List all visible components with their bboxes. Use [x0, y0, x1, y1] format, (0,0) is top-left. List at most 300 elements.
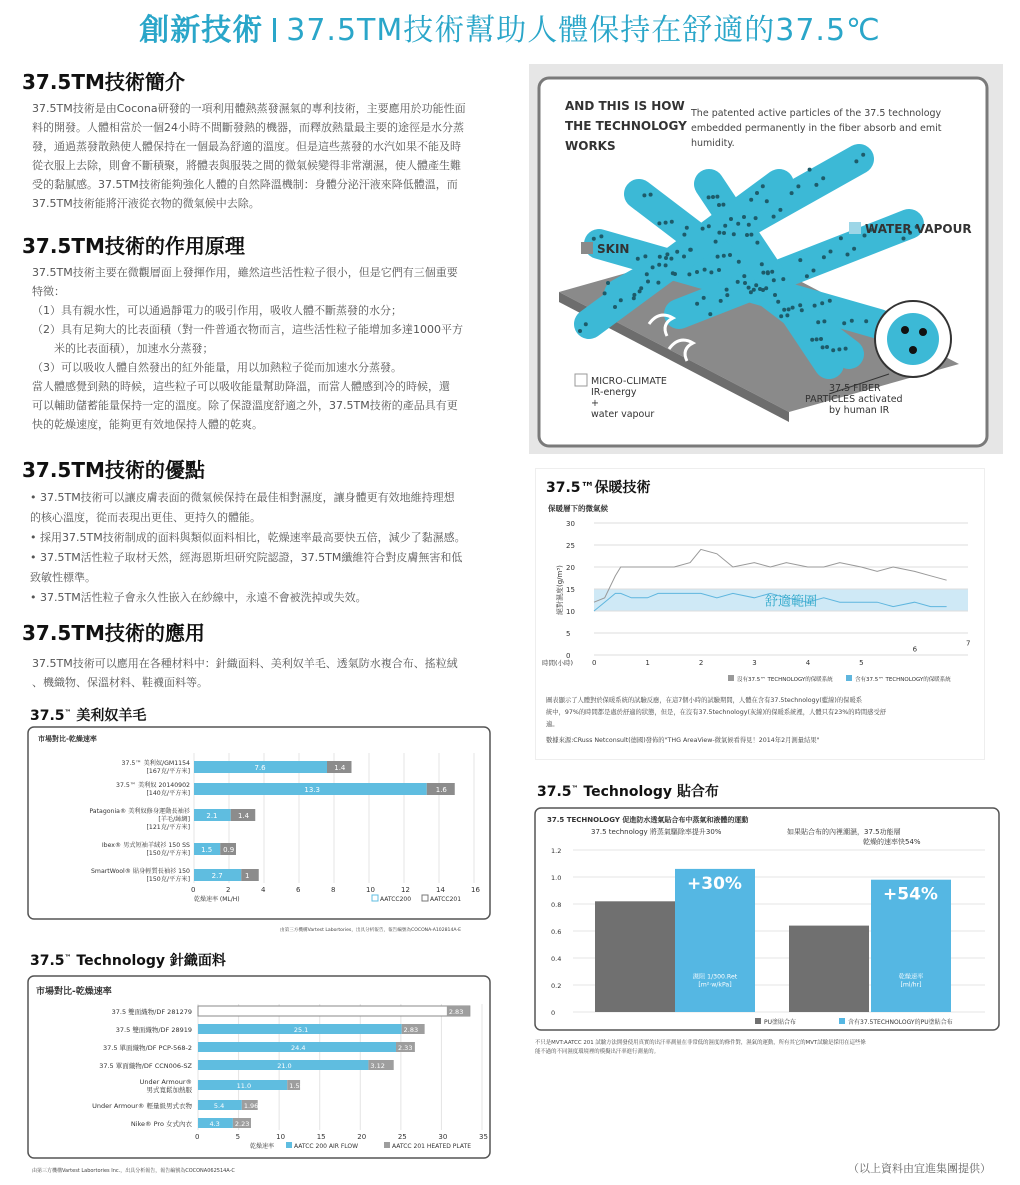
principle-line: 米的比表面積），加速水分蒸發； — [54, 342, 214, 355]
legend-swatch — [846, 675, 852, 681]
particle-dot — [839, 236, 843, 240]
particle-dot — [719, 299, 723, 303]
bar-value-label: 7.6 — [254, 764, 266, 772]
particle-dot — [645, 272, 649, 276]
water-vapour-swatch — [849, 222, 861, 234]
x-tick-label: 4 — [805, 659, 811, 667]
particle-dot — [675, 250, 679, 254]
particle-dot — [810, 338, 814, 342]
bar-value-label: 11.0 — [236, 1082, 252, 1090]
comfort-range-label: 舒適範圍 — [764, 594, 817, 610]
particle-dot — [752, 288, 756, 292]
particle-dot — [844, 347, 848, 351]
particle-dot — [711, 195, 715, 199]
x-tick-label: 35 — [479, 1133, 488, 1141]
particle-dot — [721, 203, 725, 207]
particle-dot — [737, 260, 741, 264]
particle-dot — [717, 231, 721, 235]
x-tick-label: 14 — [436, 886, 445, 894]
y-tick-label: 0 — [566, 652, 571, 660]
particle-dot — [772, 215, 776, 219]
skin-label: SKIN — [597, 242, 630, 256]
bar-heated-plate-outline — [198, 1006, 470, 1016]
particle-dot — [606, 281, 610, 285]
section-application-text — [32, 654, 458, 692]
section-title-principle: 37.5TM技術的作用原理 — [22, 234, 245, 258]
bar-value-label: 1.4 — [238, 812, 250, 820]
legend-label: PU塗貼合布 — [764, 1019, 797, 1026]
particle-dot — [707, 224, 711, 228]
particle-dot — [708, 312, 712, 316]
particle-dot — [685, 226, 689, 230]
improvement-label: +30% — [687, 873, 742, 894]
legend-label: 沒有37.5™ TECHNOLOGY的保暖系統 — [737, 677, 833, 683]
particle-dot — [665, 252, 669, 256]
particle-dot — [747, 223, 751, 227]
particle-dot — [599, 234, 603, 238]
y-tick-label: 0.8 — [551, 901, 562, 909]
merino-chart-subtitle: 市場對比-乾燥速率 — [38, 735, 97, 743]
particle-dot — [714, 240, 718, 244]
x-tick-label: 20 — [357, 1133, 367, 1141]
water-vapour-label: WATER VAPOUR — [865, 222, 972, 236]
particle-dot — [632, 293, 636, 297]
micro-climate-label: water vapour — [591, 409, 655, 420]
particle-dot — [760, 262, 764, 266]
particle-dot — [791, 306, 795, 310]
legend-label: AATCC 201 HEATED PLATE — [392, 1143, 471, 1150]
micro-climate-label: MICRO-CLIMATE — [591, 376, 667, 387]
category-label: [121克/平方米] — [146, 824, 190, 831]
particle-dot — [701, 227, 705, 231]
particle-dot — [695, 302, 699, 306]
particle-dot — [749, 233, 753, 237]
y-tick-label: 0 — [551, 1009, 556, 1017]
knit-title-number: 37.5 — [30, 953, 65, 969]
category-label: [150克/平方米] — [146, 850, 190, 857]
particle-dot — [902, 237, 906, 241]
particle-dot — [722, 254, 726, 258]
particle-dot — [755, 241, 759, 245]
micro-climate-label: + — [591, 398, 599, 409]
knit-panel — [22, 950, 495, 1180]
merino-panel — [22, 705, 495, 935]
bar-value-label: 1 — [245, 872, 250, 880]
banner-right: 37.5TM技術幫助人體保持在舒適的37.5℃ — [286, 13, 881, 48]
laminate-title-number: 37.5 — [537, 784, 572, 800]
y-tick-label: 0.4 — [551, 955, 562, 963]
warmth-note-line: 圖表顯示了人體對於保暖系統的試驗反應，在這7個小時的試驗期間，人體在含有37.5technology(藍線)的保暖系 — [546, 697, 863, 704]
particle-dot — [747, 286, 751, 290]
particle-dot — [664, 263, 668, 267]
diagram-description: embedded permanently in the fiber absorb and emit — [691, 123, 942, 134]
y-tick-label: 10 — [566, 608, 575, 616]
humidity-line-chart — [536, 499, 986, 695]
merino-title-text: 美利奴羊毛 — [76, 708, 147, 724]
principle-line: 可以輔助儲蓄能量保持一定的溫度。除了保證溫度舒適之外，37.5TM技術的產品具有更 — [32, 399, 458, 412]
y-tick-label: 30 — [566, 520, 575, 528]
particle-dot — [761, 288, 765, 292]
particle-dot — [831, 348, 835, 352]
warmth-data-source: 數據來源:CRuss Netconsult(德國)發佈的"THG AreaView-微氣候看得見！2014年2月測量結果" — [546, 737, 820, 744]
advantage-line: 的核心溫度，從而表現出更佳、更持久的體能。 — [30, 511, 261, 524]
particle-dot — [584, 322, 588, 326]
laminate-note-right: 如果貼合布的內裡潮濕，37.5功能層 — [787, 828, 901, 836]
category-label: Ibex® 男式短袖羊絨衫 150 SS — [101, 842, 190, 849]
particle-dot — [776, 300, 780, 304]
laminate-panel — [533, 778, 1003, 1068]
fiber-zoom-cross-section — [887, 313, 939, 365]
legend-label: AATCC201 — [430, 896, 462, 903]
particle-dot — [814, 183, 818, 187]
advantage-line: • 採用37.5TM技術制成的面料與類似面料相比，乾燥速率最高要快五倍，減少了黏濕感。 — [30, 531, 466, 544]
bar-pu-laminate — [789, 926, 869, 1012]
particle-dot — [592, 237, 596, 241]
section-advantages-text — [30, 488, 466, 608]
particle-dot — [822, 255, 826, 259]
particle-dot — [821, 176, 825, 180]
intro-line: 37.5TM技術能將汗液從衣物的微氣候中去除。 — [32, 197, 260, 210]
principle-line: （3）可以吸收人體自然發出的紅外能量，用以加熱粒子從而加速水分蒸發。 — [32, 361, 402, 374]
section-intro-text — [32, 99, 466, 213]
bar-aatcc201 — [241, 869, 259, 881]
category-label: Nike® Pro 女式內衣 — [130, 1120, 192, 1128]
bar-value-label: 1.5 — [201, 846, 213, 854]
intro-line: 從衣服上去除，則會不斷積聚，將體表與服裝之間的微氣候變得非常潮濕，使人體產生難 — [32, 159, 461, 172]
particle-dot — [717, 203, 721, 207]
fiber-label: 37.5 FIBER — [829, 383, 881, 394]
bar-value-label: 1.4 — [334, 764, 346, 772]
particle-dot — [687, 272, 691, 276]
category-label: 37.5 雙面織物/DF 281279 — [111, 1008, 192, 1016]
diagram-heading: WORKS — [565, 139, 616, 153]
group-label: 濕阻 1/300.Ret — [692, 973, 738, 981]
particle-dot — [619, 298, 623, 302]
particle-dot — [613, 305, 617, 309]
particle-dot — [749, 198, 753, 202]
particle-dot — [745, 233, 749, 237]
y-tick-label: 15 — [566, 586, 575, 594]
merino-panel-title: 37.5™ 美利奴羊毛 — [30, 708, 147, 724]
particle-dot — [673, 272, 677, 276]
particle-dot — [689, 248, 693, 252]
advantage-line: • 37.5TM活性粒子會永久性嵌入在紗線中，永遠不會被洗掉或失效。 — [30, 591, 367, 604]
principle-line: 快的乾燥速度，能夠更有效地保持人體的乾爽。 — [32, 418, 263, 431]
particle-dot — [636, 257, 640, 261]
laminate-note: 不只是MVT:AATCC 201 試驗方法開發使用真實的出汗率測量在非常低的濕度的條件對，濕氣的運動，所有其它的MVT試驗是採用在這些條 — [535, 1040, 866, 1046]
section-principle-text — [32, 263, 463, 434]
particle-dot — [639, 286, 643, 290]
particle-dot — [761, 271, 765, 275]
y-tick-label: 5 — [566, 630, 571, 638]
y-tick-label: 20 — [566, 564, 575, 572]
category-label: 37.5™ 美利奴/GM1154 — [121, 760, 190, 767]
particle-dot — [716, 255, 720, 259]
bar-value-label: 25.1 — [293, 1026, 309, 1034]
group-label: [ml/hr] — [900, 981, 922, 989]
particle-dot — [808, 168, 812, 172]
intro-line: 受的黏膩感。37.5TM技術能夠強化人體的自然降溫機制：身體分泌汗液來降低體溫，而 — [32, 178, 458, 191]
particle-dot — [755, 191, 759, 195]
particle-dot — [815, 337, 819, 341]
legend-label: 含有37.5TECHNOLOGY的PU塗貼合布 — [848, 1019, 953, 1026]
merino-title-number: 37.5 — [30, 708, 65, 724]
particle-dot — [761, 184, 765, 188]
particle-dot — [781, 277, 785, 281]
legend-swatch-air-flow — [286, 1142, 292, 1148]
merino-chart-frame — [28, 727, 490, 919]
knit-title-text: Technology 針織面料 — [76, 953, 226, 969]
x-tick-label: 0 — [191, 886, 196, 894]
particle-dot — [773, 293, 777, 297]
legend-swatch-375 — [839, 1018, 845, 1024]
warmth-chart-subtitle: 保暖層下的微氣候 — [548, 504, 608, 513]
intro-line: 料的開發。人體相當於一個24小時不間斷發熱的機器，而釋放熱量最主要的途徑是水分蒸 — [32, 121, 464, 134]
knit-panel-title: 37.5™ Technology 針織面料 — [30, 953, 226, 969]
section-title-intro: 37.5TM技術簡介 — [22, 70, 185, 94]
particle-dot — [742, 274, 746, 278]
x-axis-label: 乾燥速率 — [250, 1143, 275, 1150]
zoom-particle — [909, 346, 917, 354]
group-label: 乾燥速率 — [898, 973, 924, 981]
particle-dot — [657, 221, 661, 225]
particle-dot — [651, 265, 655, 269]
particle-dot — [770, 270, 774, 274]
credit-text: （以上資料由宜進集團提供） — [848, 1162, 991, 1175]
y-tick-label: 0.2 — [551, 982, 562, 990]
x-tick-label: 3 — [752, 659, 757, 667]
particle-dot — [578, 329, 582, 333]
particle-dot — [682, 233, 686, 237]
particle-dot — [796, 184, 800, 188]
y-axis-label: 絕對濕度(g/m³) — [556, 565, 564, 615]
particle-dot — [722, 231, 726, 235]
category-label: 37.5™ 美利奴 20140902 — [116, 782, 190, 789]
x-tick-label: 10 — [276, 1133, 286, 1141]
x-tick-label: 15 — [316, 1133, 326, 1141]
category-label: Patagonia® 美利奴修身運動長袖衫 — [89, 808, 190, 815]
laminate-chart-subtitle: 37.5 TECHNOLOGY 促進防水透氣貼合布中蒸氣和液體的運動 — [547, 816, 749, 824]
particle-dot — [603, 291, 607, 295]
laminate-bar-chart — [533, 806, 1003, 1068]
bar-value-label: 5.4 — [213, 1102, 225, 1110]
technology-diagram — [529, 64, 1003, 454]
particle-dot — [800, 308, 804, 312]
x-tick-label: 5 — [235, 1133, 241, 1141]
principle-line: 37.5TM技術主要在微觀層面上發揮作用，雖然這些活性粒子很小，但是它們有三個重要 — [32, 266, 458, 279]
legend-label: AATCC200 — [380, 896, 412, 903]
x-tick-label: 0 — [592, 659, 597, 667]
x-tick-label: 25 — [397, 1133, 407, 1141]
laminate-note: 能不過的不同濕度環境裡的模擬出汗率進行測量的。 — [535, 1049, 659, 1055]
category-label: Under Armour® 輕量級男式衣物 — [92, 1102, 192, 1110]
legend-swatch-pu — [755, 1018, 761, 1024]
particle-dot — [854, 159, 858, 163]
x-tick-label: 1 — [645, 659, 650, 667]
merino-footer: 由第三方機構Vartest Labortories，出具分析報告，報告編號為COCONA-A102814A-E — [280, 928, 462, 933]
bar-value-label: 2.83 — [403, 1026, 419, 1034]
micro-climate-swatch — [575, 374, 587, 386]
bar-value-label: 2.23 — [234, 1120, 250, 1128]
banner-left: 創新技術 — [139, 13, 264, 48]
legend-label: 含有37.5™ TECHNOLOGY的保暖系統 — [855, 677, 951, 683]
knit-footer: 由第三方機構Vartest Labortories Inc.，出具分析報告，報告編號為COCONA062514A-C — [32, 1168, 235, 1174]
warmth-note-line: 適。 — [546, 721, 559, 728]
particle-dot — [729, 217, 733, 221]
x-tick-label: 2 — [226, 886, 231, 894]
y-tick-label: 0.6 — [551, 928, 562, 936]
particle-dot — [695, 270, 699, 274]
particle-dot — [703, 268, 707, 272]
legend-label: AATCC 200 AIR FLOW — [294, 1143, 359, 1150]
y-tick-label: 25 — [566, 542, 575, 550]
diagram-heading: AND THIS IS HOW — [565, 99, 685, 113]
particle-dot — [649, 193, 653, 197]
y-tick-label: 1.0 — [551, 874, 562, 882]
particle-dot — [656, 281, 660, 285]
laminate-note-right: 乾燥的速率快54% — [863, 838, 921, 846]
x-tick-label: 8 — [331, 886, 336, 894]
particle-dot — [702, 296, 706, 300]
particle-dot — [819, 337, 823, 341]
x-tick-label: 16 — [471, 886, 480, 894]
y-tick-label: 1.2 — [551, 847, 562, 855]
knit-bar-chart — [22, 972, 495, 1180]
legend-swatch-heated-plate — [384, 1142, 390, 1148]
x-tick-label: 7 — [966, 639, 971, 648]
particle-dot — [820, 301, 824, 305]
particle-dot — [765, 199, 769, 203]
particle-dot — [816, 320, 820, 324]
particle-dot — [682, 255, 686, 259]
principle-line: （1）具有親水性，可以通過靜電力的吸引作用，吸收人體不斷蒸發的水分； — [32, 304, 402, 317]
warmth-chart-panel — [535, 468, 985, 760]
principle-line: （2）具有足夠大的比表面積（對一件普通衣物而言，這些活性粒子能增加多達1000平方 — [32, 323, 463, 336]
particle-dot — [842, 321, 846, 325]
particle-dot — [787, 307, 791, 311]
x-tick-label: 10 — [366, 886, 375, 894]
particle-dot — [658, 255, 662, 259]
laminate-note-left: 37.5 technology 將蒸氣驅除率提升30% — [591, 828, 722, 836]
laminate-title-text: Technology 貼合布 — [583, 784, 719, 800]
bar-value-label: 13.3 — [304, 786, 320, 794]
bar-value-label: 0.9 — [223, 846, 235, 854]
particle-dot — [642, 193, 646, 197]
particle-dot — [732, 232, 736, 236]
diagram-description: The patented active particles of the 37.5 technology — [691, 108, 942, 119]
particle-dot — [852, 247, 856, 251]
particle-dot — [782, 308, 786, 312]
fiber-label: by human IR — [829, 405, 890, 416]
particle-dot — [821, 345, 825, 349]
intro-line: 37.5TM技術是由Cocona研發的一項利用體熱蒸發濕氣的專利技術，主要應用於功能性面 — [32, 102, 466, 115]
bar-value-label: 4.3 — [209, 1120, 220, 1128]
diagram-description: humidity. — [691, 138, 735, 149]
laminate-panel-title: 37.5™ Technology 貼合布 — [537, 784, 719, 800]
particle-dot — [829, 250, 833, 254]
bar-value-label: 21.0 — [277, 1062, 292, 1070]
particle-dot — [664, 221, 668, 225]
particle-dot — [861, 153, 865, 157]
bar-value-label: 1.58 — [289, 1082, 304, 1090]
x-axis-label: 乾燥速率 (ML/H) — [194, 896, 240, 903]
particle-dot — [812, 269, 816, 273]
technology-diagram-panel — [529, 64, 1003, 454]
particle-dot — [798, 303, 802, 307]
particle-dot — [728, 253, 732, 257]
x-tick-label: 30 — [438, 1133, 448, 1141]
particle-dot — [825, 345, 829, 349]
particle-dot — [846, 253, 850, 257]
particle-dot — [742, 215, 746, 219]
micro-climate-label: IR-energy — [591, 387, 637, 398]
advantage-line: • 37.5TM技術可以讓皮膚表面的微氣候保持在最佳相對濕度，讓身體更有效地維持理想 — [30, 491, 455, 504]
particle-dot — [643, 254, 647, 258]
knit-chart-subtitle: 市場對比-乾燥速率 — [36, 987, 112, 997]
particle-dot — [736, 280, 740, 284]
category-label: 37.5 雙面織物/DF 28919 — [115, 1026, 192, 1034]
group-label: [m²·w/kPa] — [698, 981, 732, 989]
principle-line: 特徵： — [32, 285, 65, 298]
particle-dot — [754, 283, 758, 287]
zoom-particle — [901, 326, 909, 334]
particle-dot — [709, 270, 713, 274]
particle-dot — [725, 293, 729, 297]
x-tick-label: 0 — [195, 1133, 200, 1141]
particle-dot — [778, 208, 782, 212]
category-label: 37.5 單面織物/DF CCN006-SZ — [99, 1062, 192, 1070]
section-title-advantages: 37.5TM技術的優點 — [22, 458, 205, 482]
bar-pu-laminate — [595, 901, 675, 1012]
category-label: SmartWool® 貼身輕質長袖衫 150 — [90, 868, 190, 875]
x-tick-label: 4 — [261, 886, 266, 894]
category-label: [羊毛/絲綢] — [158, 816, 190, 823]
warmth-chart-note — [546, 695, 886, 747]
zoom-particle — [919, 328, 927, 336]
diagram-heading: THE TECHNOLOGY — [565, 119, 687, 133]
bar-value-label: 2.83 — [448, 1008, 464, 1016]
x-tick-label: 6 — [296, 886, 301, 894]
merino-bar-chart — [22, 725, 495, 935]
bar-value-label: 24.4 — [290, 1044, 306, 1052]
particle-dot — [798, 258, 802, 262]
particle-dot — [664, 256, 668, 260]
category-label: [167克/平方米] — [146, 768, 190, 775]
particle-dot — [785, 313, 789, 317]
advantage-line: • 37.5TM活性粒子取材天然，經海恩斯坦研究院認證，37.5TM纖維符合對皮膚無害和低 — [30, 551, 463, 564]
application-line: 、機織物、保溫材料、鞋襪面料等。 — [32, 676, 208, 689]
category-label: 男式寬鬆加熱服 — [146, 1086, 192, 1094]
principle-line: 當人體感覺到熱的時候，這些粒子可以吸收能量幫助降溫，而當人體感到冷的時候，還 — [32, 380, 450, 393]
banner-divider — [273, 18, 276, 42]
x-tick-label: 2 — [698, 659, 704, 667]
x-tick-label: 6 — [912, 645, 918, 654]
bar-value-label: 1.96 — [243, 1102, 259, 1110]
fiber-label: PARTICLES activated — [805, 394, 903, 405]
particle-dot — [805, 274, 809, 278]
particle-dot — [743, 281, 747, 285]
application-line: 37.5TM技術可以應用在各種材料中：針織面料、美利奴羊毛、透氣防水複合布、搖粒絨 — [32, 657, 458, 670]
advantage-line: 致敏性標準。 — [30, 571, 96, 584]
particle-dot — [707, 195, 711, 199]
x-tick-label: 5 — [859, 659, 864, 667]
particle-dot — [864, 319, 868, 323]
bar-value-label: 1.6 — [435, 786, 447, 794]
particle-dot — [779, 314, 783, 318]
category-label: 37.5 單面織物/DF PCP-568-2 — [102, 1044, 192, 1052]
particle-dot — [754, 216, 758, 220]
page-banner — [0, 0, 1020, 62]
